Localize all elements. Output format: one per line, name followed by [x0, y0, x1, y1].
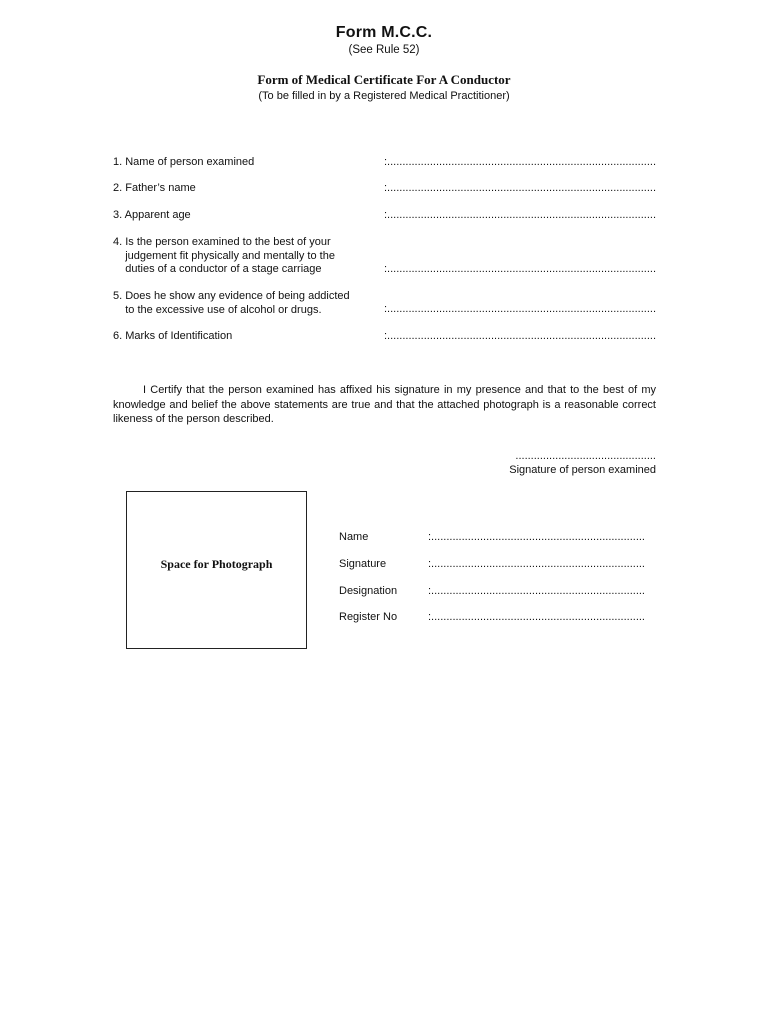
- form-title: Form M.C.C.: [335, 24, 433, 41]
- question-6-field[interactable]: :........................................................................................: [384, 330, 656, 342]
- doctor-name-label: Name: [339, 531, 369, 543]
- doctor-register-no-field[interactable]: :......................................................................: [428, 611, 645, 623]
- examinee-signature-field[interactable]: ..............................................: [515, 450, 656, 462]
- question-5-field[interactable]: :........................................................................................: [384, 303, 656, 315]
- certificate-title: Form of Medical Certificate For A Conductor: [257, 72, 511, 87]
- doctor-designation-field[interactable]: :......................................................................: [428, 585, 645, 597]
- doctor-designation-label: Designation: [339, 585, 398, 597]
- question-4-field[interactable]: :........................................................................................: [384, 263, 656, 275]
- question-2-field[interactable]: :........................................................................................: [384, 182, 656, 194]
- question-4-label: 4. Is the person examined to the best of your judgement fit physically and mentally to the duties of a conductor of a stage carriage: [113, 236, 335, 275]
- examinee-signature-label: Signature of person examined: [509, 464, 656, 476]
- fill-instructions: (To be filled in by a Registered Medical Practitioner): [258, 90, 510, 102]
- question-6-label: 6. Marks of Identification: [113, 330, 233, 342]
- doctor-signature-field[interactable]: :......................................................................: [428, 558, 645, 570]
- question-3-label: 3. Apparent age: [113, 209, 191, 221]
- question-5-label: 5. Does he show any evidence of being addicted to the excessive use of alcohol or drugs.: [113, 290, 350, 316]
- doctor-name-field[interactable]: :......................................................................: [428, 531, 645, 543]
- photograph-label: Space for Photograph: [160, 557, 273, 571]
- question-3-field[interactable]: :........................................................................................: [384, 209, 656, 221]
- doctor-signature-label: Signature: [339, 558, 387, 570]
- certification-statement: I Certify that the person examined has affixed his signature in my presence and that to the best of my knowledge and belief the above statements are true and that the attached photograph is a reasonable correct likeness of the person described.: [113, 384, 656, 425]
- see-rule-subtitle: (See Rule 52): [348, 44, 420, 56]
- doctor-register-no-label: Register No: [339, 611, 398, 623]
- question-2-label: 2. Father’s name: [113, 182, 196, 194]
- question-1-field[interactable]: :........................................................................................: [384, 156, 656, 168]
- question-1-label: 1. Name of person examined: [113, 156, 255, 168]
